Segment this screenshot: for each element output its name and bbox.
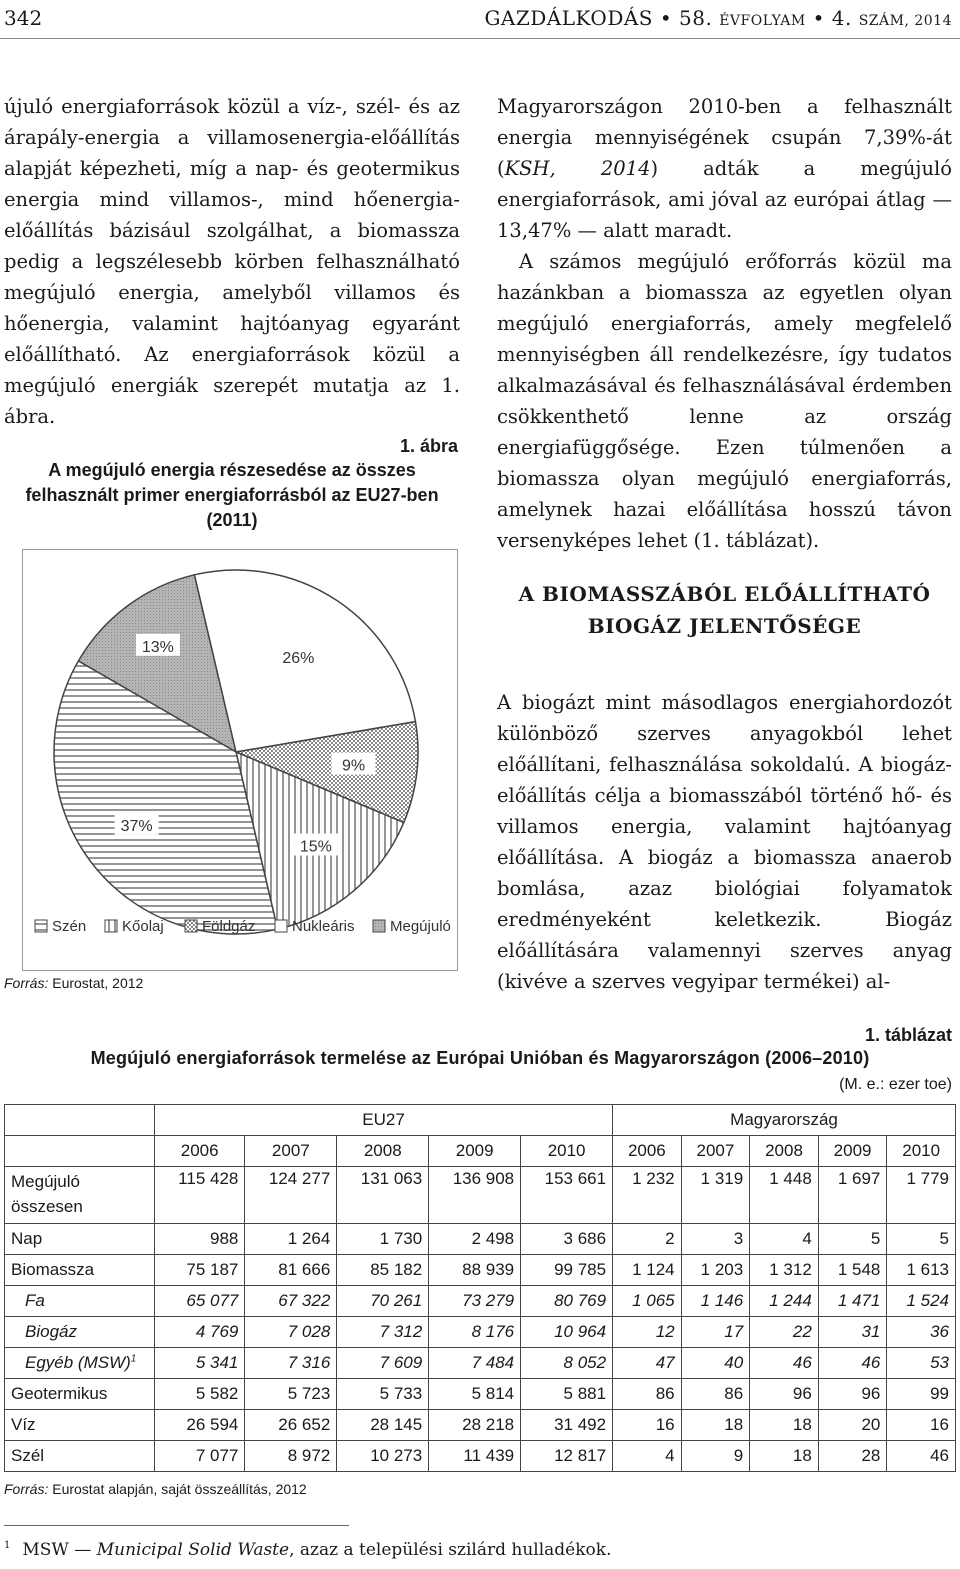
table-cell: 5 341	[155, 1348, 245, 1379]
table-cell: 46	[818, 1348, 887, 1379]
table-cell: 80 769	[521, 1286, 613, 1317]
issue-number: 4.	[831, 6, 852, 30]
table-unit: (M. e.: ezer toe)	[839, 1076, 952, 1093]
source-text: Eurostat, 2012	[52, 975, 144, 991]
table-cell: 4 769	[155, 1317, 245, 1348]
source-prefix: Forrás:	[4, 1481, 49, 1497]
year-header: 2008	[750, 1136, 819, 1167]
footnote-term: Municipal Solid Waste	[96, 1540, 290, 1560]
table-cell: 7 077	[155, 1441, 245, 1472]
legend-swatch-kőolaj	[105, 920, 117, 932]
table-cell: 5	[818, 1224, 887, 1255]
table-cell: 131 063	[337, 1167, 429, 1224]
table-cell: 31 492	[521, 1410, 613, 1441]
table-cell: 18	[750, 1441, 819, 1472]
table-cell: 46	[750, 1348, 819, 1379]
table-cell: 8 176	[429, 1317, 521, 1348]
table-cell: 7 609	[337, 1348, 429, 1379]
table-cell: 1 264	[245, 1224, 337, 1255]
row-label: Geotermikus	[5, 1379, 155, 1410]
legend-label: Megújuló	[390, 918, 451, 935]
pie-legend	[35, 918, 451, 935]
table-cell: 16	[613, 1410, 682, 1441]
table-row	[5, 1317, 956, 1348]
legend-swatch-nukleáris	[275, 920, 287, 932]
row-label: Fa	[5, 1286, 155, 1317]
table-cell: 53	[887, 1348, 956, 1379]
figure-source	[4, 975, 143, 991]
table-cell: 86	[681, 1379, 750, 1410]
table-cell: 115 428	[155, 1167, 245, 1224]
footnote-rule	[4, 1525, 349, 1526]
table-cell: 5 582	[155, 1379, 245, 1410]
bullet: •	[659, 6, 680, 30]
p1-text-1: Magyarországon 2010-ben a felhasznált energia mennyiségének csupán 7,39%-át (	[497, 95, 952, 180]
table-cell: 73 279	[429, 1286, 521, 1317]
table-cell: 5 881	[521, 1379, 613, 1410]
table-corner	[5, 1136, 155, 1167]
table-row	[5, 1224, 956, 1255]
table-cell: 5 814	[429, 1379, 521, 1410]
table-row	[5, 1255, 956, 1286]
row-label: Biomassza	[5, 1255, 155, 1286]
row-label: Biogáz	[5, 1317, 155, 1348]
table-cell: 1 448	[750, 1167, 819, 1224]
table-cell: 8 052	[521, 1348, 613, 1379]
table-cell: 4	[750, 1224, 819, 1255]
table-cell: 46	[887, 1441, 956, 1472]
source-text: Eurostat alapján, saját összeállítás, 2012	[52, 1481, 307, 1497]
legend-label: Szén	[52, 918, 87, 935]
table-cell: 10 273	[337, 1441, 429, 1472]
page-number: 342	[4, 6, 43, 30]
year-header: 2010	[521, 1136, 613, 1167]
table-cell: 1 697	[818, 1167, 887, 1224]
year-header: 2009	[818, 1136, 887, 1167]
table-cell: 99	[887, 1379, 956, 1410]
table-cell: 1 319	[681, 1167, 750, 1224]
pie-label: 9%	[341, 757, 366, 775]
table-cell: 1 471	[818, 1286, 887, 1317]
group-header-eu: EU27	[155, 1105, 613, 1136]
pie-label: 26%	[282, 650, 315, 667]
body-paragraph-2: A számos megújuló erőforrás közül ma hazánkban a biomassza az egyetlen olyan megújuló energiaforrás, amely megfelelő mennyiségben áll rendelkezésre, így tudatos alkalmazásával és felhasználásával érdemben csökkenthető lenne az ország energiafüggősége. Ezen túlmenően a biomassza olyan megújuló energiaforrás, amelynek hazai előállítása hosszú távon versenyképes lehet (1. táblázat).	[497, 250, 952, 552]
year-header: 2007	[245, 1136, 337, 1167]
table-cell: 3	[681, 1224, 750, 1255]
data-table	[4, 1104, 956, 1472]
table-cell: 7 316	[245, 1348, 337, 1379]
table-cell: 36	[887, 1317, 956, 1348]
table-cell: 4	[613, 1441, 682, 1472]
table-cell: 5 723	[245, 1379, 337, 1410]
table-cell: 26 594	[155, 1410, 245, 1441]
table-cell: 2	[613, 1224, 682, 1255]
table-cell: 28 145	[337, 1410, 429, 1441]
table-cell: 3 686	[521, 1224, 613, 1255]
issue-word: SZÁM, 2014	[858, 13, 952, 29]
table-cell: 988	[155, 1224, 245, 1255]
row-label: Nap	[5, 1224, 155, 1255]
left-column	[4, 91, 460, 432]
table-cell: 7 028	[245, 1317, 337, 1348]
table-cell: 1 548	[818, 1255, 887, 1286]
table-cell: 86	[613, 1379, 682, 1410]
table-cell: 7 484	[429, 1348, 521, 1379]
table-corner	[5, 1105, 155, 1136]
p1-text-2: ) adták a megújuló energiaforrások, ami jóval az európai átlag — 13,47% — alatt maradt.	[497, 157, 952, 242]
table-cell: 28 218	[429, 1410, 521, 1441]
table-cell: 1 065	[613, 1286, 682, 1317]
table-cell: 1 779	[887, 1167, 956, 1224]
table-cell: 65 077	[155, 1286, 245, 1317]
source-prefix: Forrás:	[4, 975, 49, 991]
body-paragraph-3: A biogázt mint másodlagos energiahordozót különböző szerves anyagokból lehet előállítani, felhasználása sokoldalú. A biogáz-előállítás célja a biomasszából történő hő- és villamos energia, valamint hajtóanyag előállítása. A biogáz a biomassza anaerob bomlása, azaz biológiai folyamatok eredményeként keletkezik. Biogáz előállítására valamennyi szerves anyag (kivéve a szerves vegyipar termékei) al-	[497, 691, 952, 993]
right-column-continued	[497, 687, 952, 997]
table-cell: 11 439	[429, 1441, 521, 1472]
table-cell: 9	[681, 1441, 750, 1472]
table-cell: 8 972	[245, 1441, 337, 1472]
body-paragraph: újuló energiaforrások közül a víz-, szél- és az árapály-energia a villamosenergia-előállítás alapját képezheti, míg a nap- és geotermikus energia mind villamos-, mind hőenergia-előállítás bázisául szolgálhat, a biomassza pedig a legszélesebb körben felhasználható megújuló energia, amelyből villamos és hőenergia, valamint hajtóanyag egyaránt előállítható. Az energiaforrások közül a megújuló energiák szerepét mutatja az 1. ábra.	[4, 95, 460, 428]
pie-label: 15%	[299, 838, 332, 856]
year-header: 2006	[613, 1136, 682, 1167]
table-cell: 17	[681, 1317, 750, 1348]
table-cell: 28	[818, 1441, 887, 1472]
footnote-mark: 1	[4, 1540, 11, 1551]
table-cell: 1 203	[681, 1255, 750, 1286]
table-cell: 1 312	[750, 1255, 819, 1286]
table-cell: 26 652	[245, 1410, 337, 1441]
table-cell: 18	[681, 1410, 750, 1441]
table-cell: 1 244	[750, 1286, 819, 1317]
body-paragraph-1	[497, 91, 952, 246]
table-label: 1. táblázat	[864, 1025, 952, 1045]
table-cell: 96	[818, 1379, 887, 1410]
table-cell: 2 498	[429, 1224, 521, 1255]
table-cell: 7 312	[337, 1317, 429, 1348]
table-cell: 67 322	[245, 1286, 337, 1317]
volume-word: ÉVFOLYAM	[719, 13, 806, 29]
pie-chart-frame	[22, 549, 458, 971]
bullet: •	[812, 6, 832, 30]
table-row	[5, 1167, 956, 1224]
figure-label: 1. ábra	[399, 436, 458, 456]
table-cell: 81 666	[245, 1255, 337, 1286]
right-column	[497, 91, 952, 556]
year-header: 2009	[429, 1136, 521, 1167]
table-cell: 18	[750, 1410, 819, 1441]
table-cell: 47	[613, 1348, 682, 1379]
footnote-mark: 1	[130, 1353, 137, 1365]
footnote-abbr: MSW —	[22, 1540, 97, 1560]
table-row	[5, 1286, 956, 1317]
table-cell: 10 964	[521, 1317, 613, 1348]
table-cell: 1 146	[681, 1286, 750, 1317]
legend-swatch-szén	[35, 920, 47, 932]
table-cell: 85 182	[337, 1255, 429, 1286]
table-source	[4, 1481, 307, 1497]
year-header-row	[5, 1136, 956, 1167]
row-label: Víz	[5, 1410, 155, 1441]
journal-header	[484, 6, 952, 30]
year-header: 2006	[155, 1136, 245, 1167]
year-header: 2007	[681, 1136, 750, 1167]
table-cell: 1 232	[613, 1167, 682, 1224]
table-cell: 1 124	[613, 1255, 682, 1286]
row-label: Szél	[5, 1441, 155, 1472]
table-cell: 16	[887, 1410, 956, 1441]
table-cell: 88 939	[429, 1255, 521, 1286]
legend-label: Földgáz	[202, 918, 256, 935]
figure-title: A megújuló energia részesedése az összes felhasznált primer energiaforrásból az EU27-ben (2011)	[25, 460, 439, 530]
row-label: Egyéb (MSW)$^1$	[5, 1348, 155, 1379]
section-heading: A BIOMASSZÁBÓL ELŐÁLLÍTHATÓ BIOGÁZ JELENTŐSÉGE	[518, 582, 931, 638]
legend-label: Kőolaj	[122, 918, 164, 935]
volume-number: 58.	[679, 6, 713, 30]
table-cell: 20	[818, 1410, 887, 1441]
year-header: 2008	[337, 1136, 429, 1167]
table-cell: 70 261	[337, 1286, 429, 1317]
table-row	[5, 1410, 956, 1441]
footnote	[4, 1540, 612, 1560]
group-header-hu: Magyarország	[613, 1105, 956, 1136]
table-row	[5, 1379, 956, 1410]
pie-chart	[23, 550, 457, 970]
table-cell: 22	[750, 1317, 819, 1348]
year-header: 2010	[887, 1136, 956, 1167]
table-cell: 40	[681, 1348, 750, 1379]
pie-label: 37%	[120, 817, 153, 835]
table-cell: 5 733	[337, 1379, 429, 1410]
legend-swatch-földgáz	[185, 920, 197, 932]
pie-slices	[54, 570, 418, 934]
table-cell: 31	[818, 1317, 887, 1348]
table-row	[5, 1348, 956, 1379]
footnote-text: , azaz a települési szilárd hulladékok.	[289, 1540, 612, 1560]
legend-swatch-megújuló	[373, 920, 385, 932]
table-cell: 1 524	[887, 1286, 956, 1317]
table-cell: 136 908	[429, 1167, 521, 1224]
table-body	[5, 1167, 956, 1472]
table-cell: 99 785	[521, 1255, 613, 1286]
running-header	[0, 0, 960, 39]
table-cell: 12	[613, 1317, 682, 1348]
table-cell: 124 277	[245, 1167, 337, 1224]
table-cell: 96	[750, 1379, 819, 1410]
journal-name: GAZDÁLKODÁS	[484, 6, 654, 30]
table-row	[5, 1441, 956, 1472]
table-cell: 1 613	[887, 1255, 956, 1286]
table-cell: 75 187	[155, 1255, 245, 1286]
table-cell: 153 661	[521, 1167, 613, 1224]
table-cell: 12 817	[521, 1441, 613, 1472]
table-cell: 1 730	[337, 1224, 429, 1255]
citation: KSH, 2014	[504, 157, 651, 180]
pie-label: 13%	[141, 638, 174, 656]
table-cell: 5	[887, 1224, 956, 1255]
row-label: Megújuló összesen	[5, 1167, 155, 1224]
table-title: Megújuló energiaforrások termelése az Európai Unióban és Magyarországon (2006–2010)	[90, 1048, 870, 1068]
legend-label: Nukleáris	[292, 918, 355, 935]
